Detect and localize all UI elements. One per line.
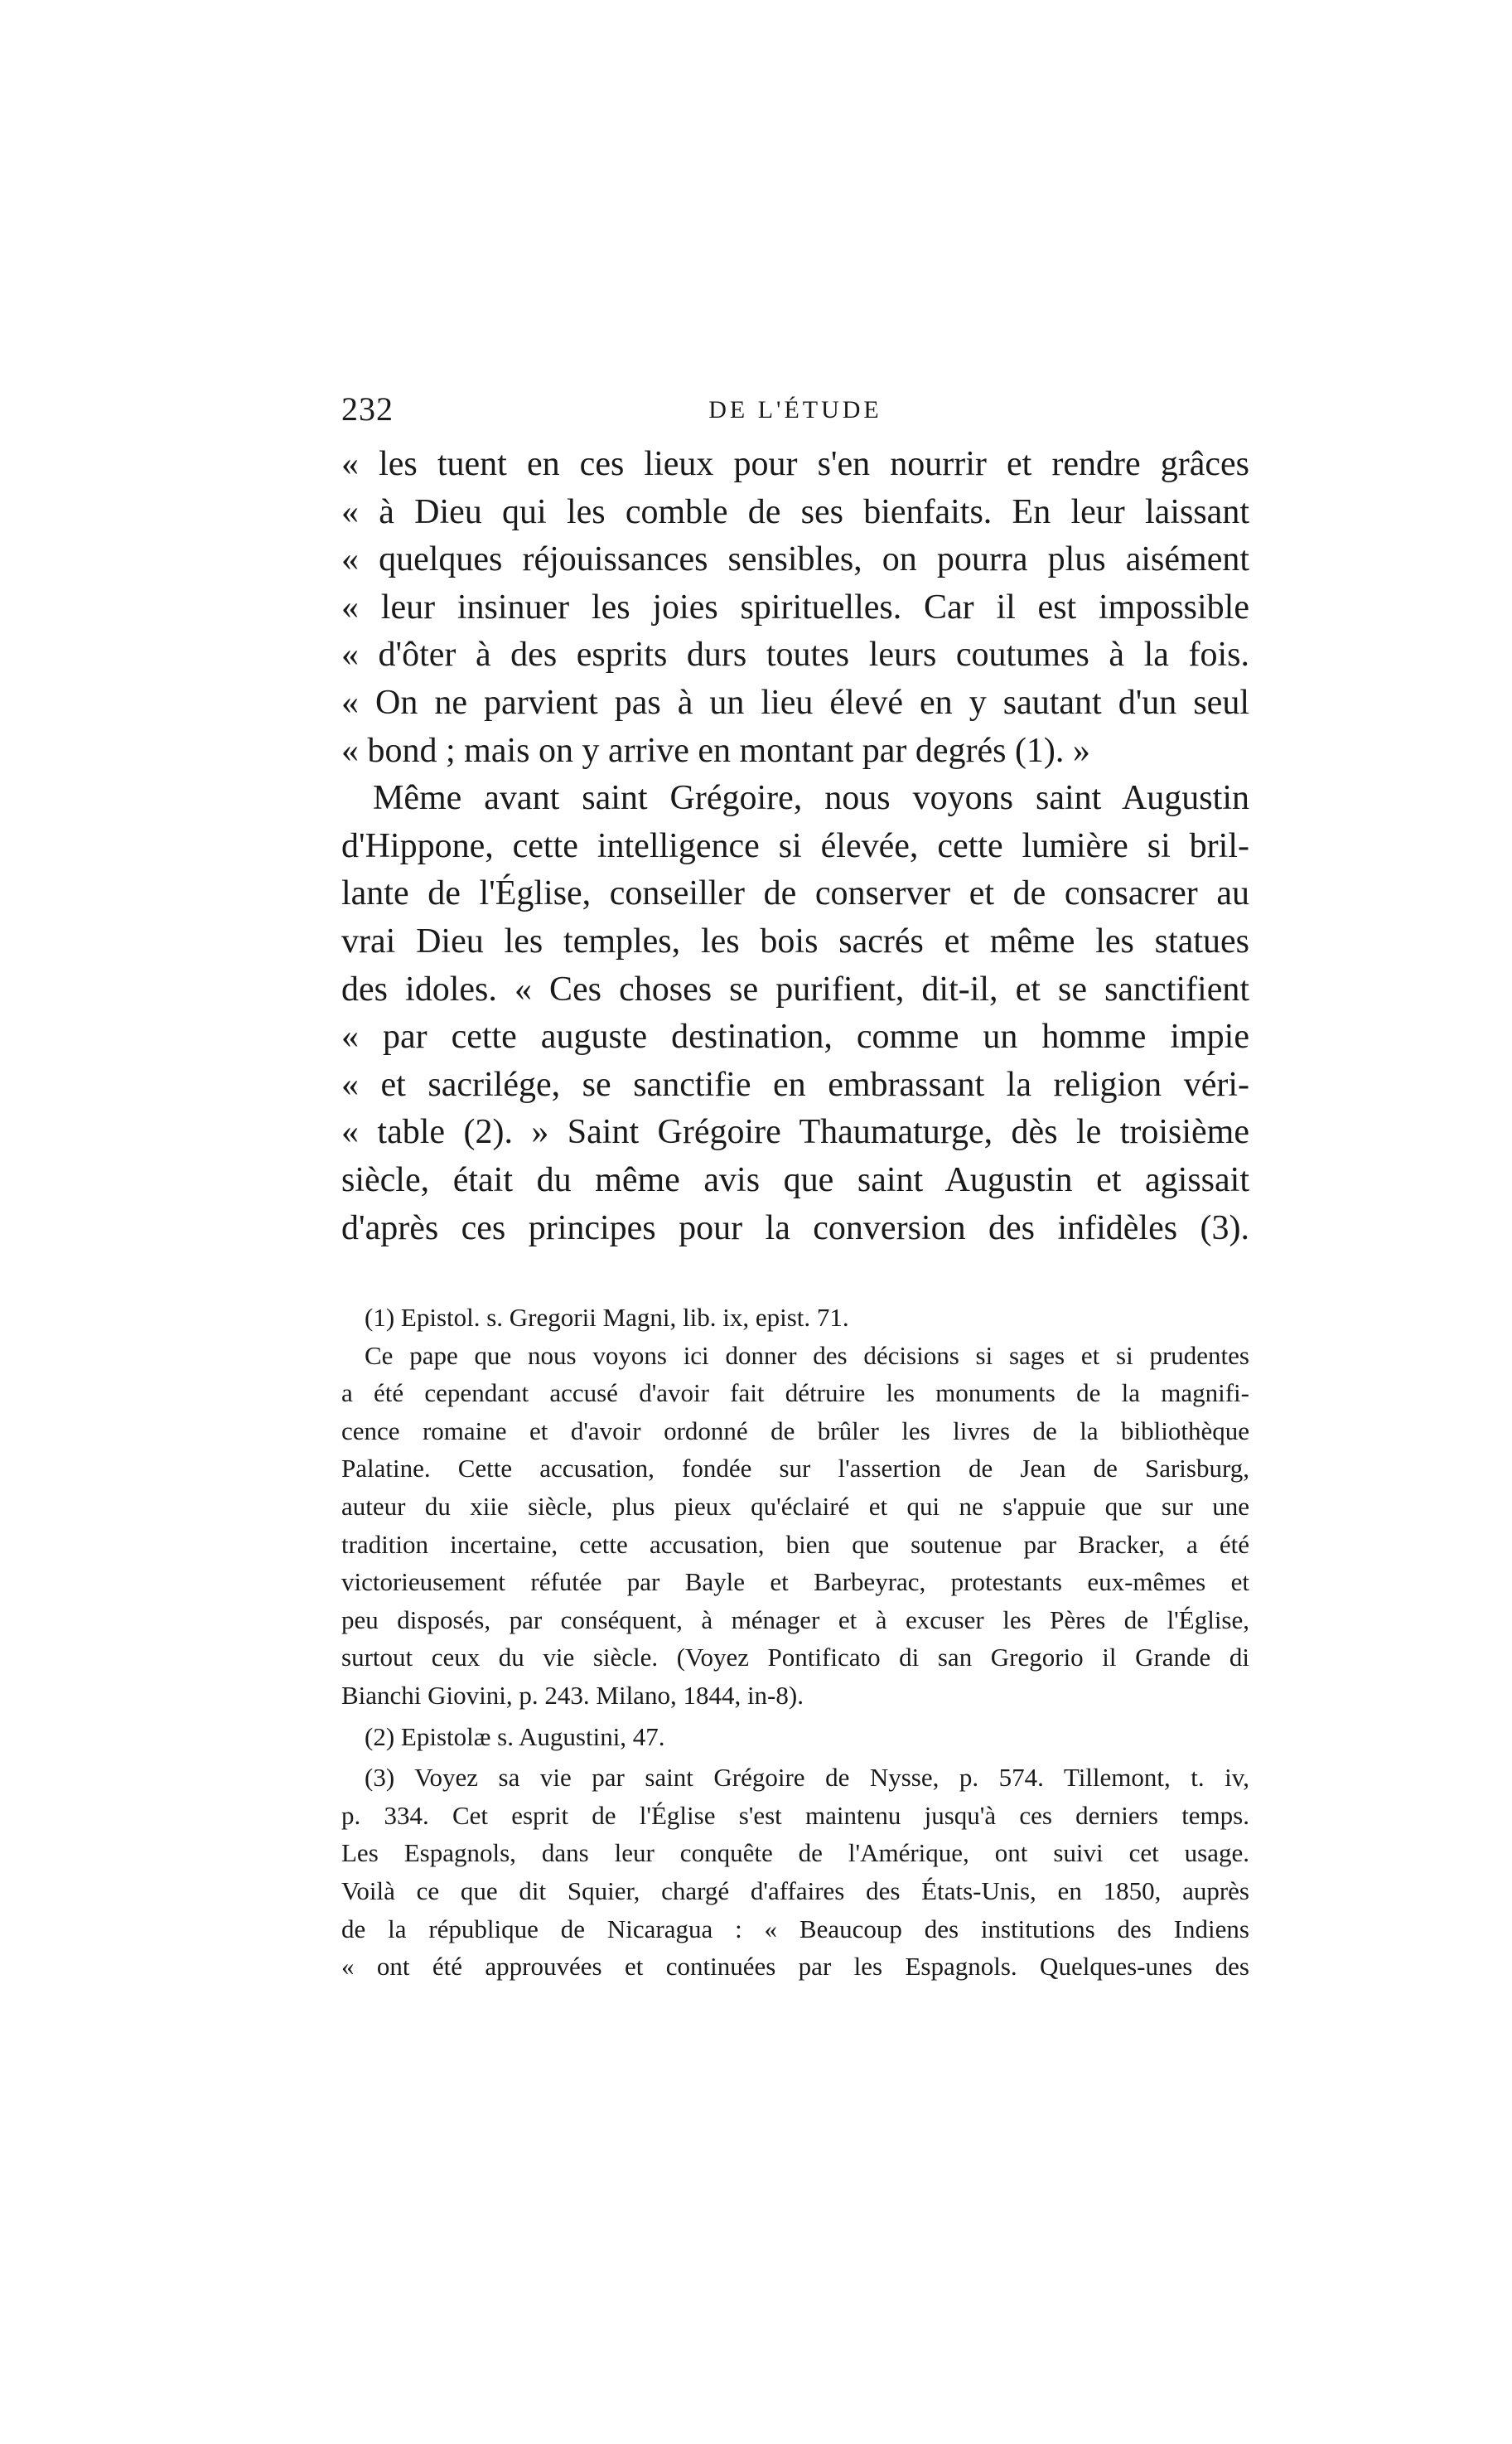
text-line: lante de l'Église, conseiller de conserver et de consacrer au [341, 874, 1249, 913]
footnote-line: auteur du xiie siècle, plus pieux qu'éclairé et qui ne s'appuie que sur une [341, 1491, 1249, 1521]
text-line: siècle, était du même avis que saint Augustin et agissait [341, 1160, 1249, 1199]
footnote-line: a été cependant accusé d'avoir fait détruire les monuments de la magnifi- [341, 1378, 1249, 1408]
footnote-3 [341, 1759, 1249, 1986]
page-header [341, 390, 1249, 431]
footnote-line: (2) Epistolæ s. Augustini, 47. [365, 1721, 665, 1751]
text-line: vrai Dieu les temples, les bois sacrés et même les statues [341, 922, 1249, 961]
footnote-line: Palatine. Cette accusation, fondée sur l'assertion de Jean de Sarisburg, [341, 1454, 1249, 1483]
text-line: « leur insinuer les joies spirituelles. Car il est impossible [341, 588, 1249, 627]
text-line: « les tuent en ces lieux pour s'en nourrir et rendre grâces [341, 445, 1249, 483]
text-line: « table (2). » Saint Grégoire Thaumaturge, dès le troisième [341, 1113, 1249, 1152]
footnote-line: de la république de Nicaragua : « Beaucoup des institutions des Indiens [341, 1914, 1249, 1943]
footnote-line: surtout ceux du vie siècle. (Voyez Pontificato di san Gregorio il Grande di [341, 1643, 1249, 1672]
text-line: « d'ôter à des esprits durs toutes leurs coutumes à la fois. [341, 636, 1249, 675]
text-line: d'Hippone, cette intelligence si élevée, cette lumière si bril- [341, 826, 1249, 865]
main-text [341, 441, 1249, 1252]
footnote-line: peu disposés, par conséquent, à ménager et à excuser les Pères de l'Église, [341, 1604, 1249, 1634]
footnote-line: (3) Voyez sa vie par saint Grégoire de Nysse, p. 574. Tillemont, t. iv, [365, 1763, 1249, 1793]
footnote-line: p. 334. Cet esprit de l'Église s'est maintenu jusqu'à ces derniers temps. [341, 1800, 1249, 1830]
text-line: « quelques réjouissances sensibles, on pourra plus aisément [341, 540, 1249, 579]
text-line: des idoles. « Ces choses se purifient, dit-il, et se sanctifient [341, 970, 1249, 1009]
footnote-line: cence romaine et d'avoir ordonné de brûler les livres de la bibliothèque [341, 1416, 1249, 1445]
text-line: « On ne parvient pas à un lieu élevé en y sautant d'un seul [341, 683, 1249, 722]
page-number: 232 [341, 390, 394, 428]
footnotes [341, 1299, 1249, 1989]
text-line: « à Dieu qui les comble de ses bienfaits. En leur laissant [341, 492, 1249, 531]
running-title: DE L'ÉTUDE [708, 396, 882, 423]
text-line: d'après ces principes pour la conversion des infidèles (3). [341, 1208, 1249, 1247]
footnote-2 [341, 1718, 1249, 1756]
footnote-line: « ont été approuvées et continuées par les Espagnols. Quelques-unes des [341, 1952, 1249, 1982]
text-line: Même avant saint Grégoire, nous voyons saint Augustin [373, 779, 1249, 818]
footnote-line: Ce pape que nous voyons ici donner des décisions si sages et si prudentes [365, 1340, 1249, 1370]
text-line: « et sacrilége, se sanctifie en embrassant la religion véri- [341, 1065, 1249, 1104]
text-line: « par cette auguste destination, comme un homme impie [341, 1018, 1249, 1057]
footnote-line: Bianchi Giovini, p. 243. Milano, 1844, in-8). [341, 1680, 804, 1710]
footnote-1 [341, 1299, 1249, 1715]
footnote-line: Voilà ce que dit Squier, chargé d'affaires des États-Unis, en 1850, auprès [341, 1875, 1249, 1905]
text-line: « bond ; mais on y arrive en montant par degrés (1). » [341, 731, 1090, 770]
footnote-line: tradition incertaine, cette accusation, bien que soutenue par Bracker, a été [341, 1529, 1249, 1559]
footnote-line: Les Espagnols, dans leur conquête de l'Amérique, ont suivi cet usage. [341, 1838, 1249, 1868]
footnote-line: (1) Epistol. s. Gregorii Magni, lib. ix, epist. 71. [365, 1303, 849, 1332]
footnote-line: victorieusement réfutée par Bayle et Barbeyrac, protestants eux-mêmes et [341, 1567, 1249, 1597]
